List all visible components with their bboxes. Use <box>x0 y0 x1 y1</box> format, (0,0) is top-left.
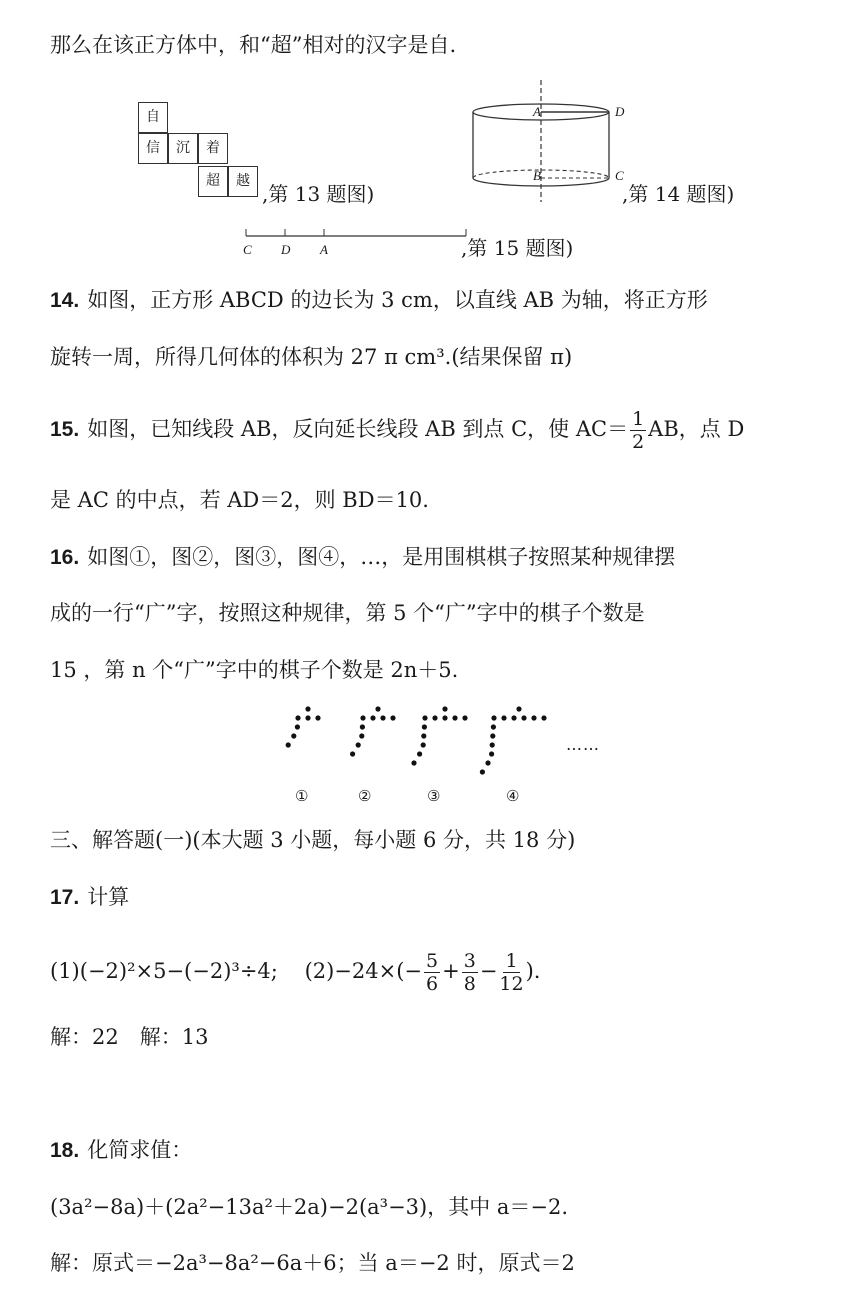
net-cell: 超 <box>198 166 228 197</box>
q16-line3: 15 ，第 n 个“广”字中的棋子个数是 2n＋5. <box>50 658 459 682</box>
operator: + <box>442 959 460 983</box>
point-label-a: A <box>533 104 541 119</box>
figure-label: ① <box>295 787 309 805</box>
net-cell: 着 <box>198 133 228 164</box>
go-stone <box>516 706 521 711</box>
point-label-a: A <box>320 242 328 257</box>
go-stone <box>305 715 310 720</box>
go-stone <box>489 751 494 756</box>
figure-14-caption: ,第 14 题图) <box>622 182 735 206</box>
figure-label: ④ <box>506 787 520 805</box>
fraction <box>462 950 478 995</box>
net-cell: 信 <box>138 133 168 164</box>
q16-line2: 成的一行“广”字，按照这种规律，第 5 个“广”字中的棋子个数是 <box>50 601 645 625</box>
point-label-c: C <box>243 242 252 257</box>
question-number: 14. <box>50 289 80 312</box>
q15-text: AB，点 D <box>648 417 745 441</box>
go-stone <box>360 715 365 720</box>
go-stone <box>295 724 300 729</box>
go-stone <box>541 715 546 720</box>
go-stone <box>286 742 291 747</box>
go-stone <box>411 760 416 765</box>
question-number: 18. <box>50 1139 80 1162</box>
q15-line2: 是 AC 的中点，若 AD＝2，则 BD＝10. <box>50 488 429 512</box>
question-number: 17. <box>50 886 80 909</box>
fraction <box>499 950 523 995</box>
go-stone <box>511 715 516 720</box>
go-stone <box>432 715 437 720</box>
go-stone <box>422 724 427 729</box>
figure-label: ③ <box>427 787 441 805</box>
denominator: 8 <box>463 973 476 995</box>
go-stone <box>315 715 320 720</box>
point-label-d: D <box>281 242 291 257</box>
go-stone <box>442 715 447 720</box>
operator: − <box>479 959 498 983</box>
figure-13-caption: ,第 13 题图) <box>262 182 375 206</box>
go-stone <box>452 715 457 720</box>
net-cell: 沉 <box>168 133 198 164</box>
intro-line: 那么在该正方体中，和“超”相对的汉字是自. <box>50 33 457 57</box>
go-stone <box>490 733 495 738</box>
fraction <box>424 950 440 995</box>
go-stone <box>462 715 467 720</box>
q18-text: 化简求值： <box>87 1138 193 1162</box>
go-stone <box>390 715 395 720</box>
q14-line2: 旋转一周，所得几何体的体积为 27 π cm³.(结果保留 π) <box>50 345 573 369</box>
go-stone <box>421 733 426 738</box>
question-number: 16. <box>50 546 80 569</box>
ellipsis: …… <box>566 735 600 754</box>
go-stone <box>295 715 300 720</box>
go-stone <box>359 733 364 738</box>
question-number: 15. <box>50 418 80 441</box>
net-cell: 自 <box>138 102 168 133</box>
go-stone <box>375 706 380 711</box>
q17-text: 计算 <box>87 885 130 909</box>
go-stone <box>490 742 495 747</box>
go-stone <box>370 715 375 720</box>
q14-text: 如图，正方形 ABCD 的边长为 3 cm，以直线 AB 为轴，将正方形 <box>87 288 708 312</box>
go-stone <box>305 706 310 711</box>
point-label-b: B <box>533 168 541 183</box>
go-stone <box>521 715 526 720</box>
go-stone <box>480 769 485 774</box>
point-label-c: C <box>615 168 624 183</box>
q17-part1: (1)(−2)²×5−(−2)³÷4; <box>50 959 278 983</box>
figure-label: ② <box>358 787 372 805</box>
numerator: 1 <box>505 950 518 972</box>
go-stone <box>421 742 426 747</box>
figure-15-caption: ,第 15 题图) <box>461 236 574 260</box>
denominator: 6 <box>426 973 439 995</box>
numerator: 1 <box>632 408 645 430</box>
go-stone <box>380 715 385 720</box>
go-stone <box>442 706 447 711</box>
go-stone <box>531 715 536 720</box>
q18-answer: 解：原式＝−2a³−8a²−6a＋6；当 a＝−2 时，原式＝2 <box>50 1251 575 1275</box>
section-3-heading: 三、解答题(一)(本大题 3 小题，每小题 6 分，共 18 分) <box>50 828 576 852</box>
q15-text: 如图，已知线段 AB，反向延长线段 AB 到点 C，使 AC＝ <box>87 417 629 441</box>
go-stone <box>491 724 496 729</box>
q16-text: 如图①，图②，图③，图④，…，是用围棋棋子按照某种规律摆 <box>87 545 676 569</box>
q18-title <box>50 1135 192 1166</box>
go-stone <box>417 751 422 756</box>
q17-expressions <box>50 950 540 995</box>
go-stone <box>356 742 361 747</box>
q17-answer: 解：22 解：13 <box>50 1025 209 1049</box>
go-stone <box>360 724 365 729</box>
numerator: 5 <box>426 950 439 972</box>
go-stone <box>422 715 427 720</box>
denominator: 12 <box>499 973 524 995</box>
go-stone <box>485 760 490 765</box>
go-stone <box>491 715 496 720</box>
go-stone <box>501 715 506 720</box>
q18-expression: (3a²−8a)＋(2a²−13a²＋2a)−2(a³−3)，其中 a＝−2. <box>50 1195 569 1219</box>
denominator: 2 <box>632 431 645 453</box>
point-label-d: D <box>615 104 625 119</box>
q17-title <box>50 882 129 913</box>
q17-part2: (2)−24×(− <box>304 959 423 983</box>
go-stone <box>291 733 296 738</box>
numerator: 3 <box>463 950 476 972</box>
go-stone <box>350 751 355 756</box>
net-cell: 越 <box>228 166 258 197</box>
q17-part2-end: ). <box>525 959 541 983</box>
